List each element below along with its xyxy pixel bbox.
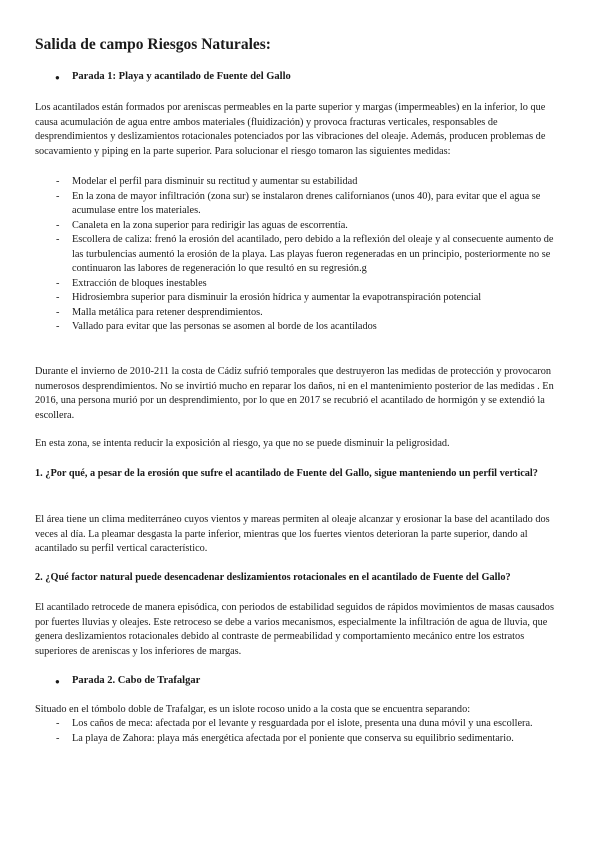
answer-1: El área tiene un clima mediterráneo cuyos vientos y mareas permiten al oleaje alcanzar y erosionar la base del acantilado dos veces al día. La pleamar desgasta la parte inferior, mientras que los fuertes vientos deterioran la parte superior, dando al acantilado su perfil vertical característico. bbox=[35, 514, 550, 554]
list-item: - Escollera de caliza: frenó la erosión del acantilado, pero debido a la reflexión del oleaje y al consecuente aumento de las turbulencias aumentó la erosión de la playa. Las playas fueron regeneradas en un principio, posteriormente no se continuaron las labores de regeneración lo que resultó en su regresión.g bbox=[56, 234, 554, 274]
stop2-heading bbox=[55, 675, 200, 688]
list-item: - La playa de Zahora: playa más energética afectada por el poniente que conserva su equilibrio sedimentario. bbox=[56, 732, 514, 744]
question-2: 2. ¿Qué factor natural puede desencadenar deslizamientos rotacionales en el acantilado de Fuente del Gallo? bbox=[35, 572, 511, 583]
list-item: - Malla metálica para retener desprendimientos. bbox=[56, 306, 263, 318]
list-item: - Canaleta en la zona superior para redirigir las aguas de escorrentía. bbox=[56, 219, 348, 231]
winter-paragraph: Durante el invierno de 2010-211 la costa de Cádiz sufrió temporales que destruyeron las medidas de protección y provocaron numerosos desprendimientos. No se invirtió mucho en reparar los daños, ni en el mantenimiento posterior de las medidas . En 2016, una persona murió por un desprendimiento, por lo que en 2017 se recubrió el acantilado de hormigón y se extendió la escollera. bbox=[35, 366, 554, 421]
exposure-paragraph: En esta zona, se intenta reducir la exposición al riesgo, ya que no se puede disminuir la peligrosidad. bbox=[35, 438, 450, 449]
stop1-heading bbox=[55, 71, 291, 84]
list-item: - Hidrosiembra superior para disminuir la erosión hídrica y aumentar la evapotranspiración potencial bbox=[56, 292, 482, 303]
list-item: - Vallado para evitar que las personas se asomen al borde de los acantilados bbox=[56, 321, 377, 332]
measures-list bbox=[35, 175, 565, 335]
stop2-heading-text: Parada 2. Cabo de Trafalgar bbox=[72, 675, 201, 686]
bullet-icon: ● bbox=[55, 677, 60, 686]
document-title: Salida de campo Riesgos Naturales: bbox=[35, 36, 271, 53]
list-item: - En la zona de mayor infiltración (zona sur) se instalaron drenes californianos (unos 40), para evitar que el agua se acumulase entre los materiales. bbox=[56, 190, 541, 216]
answer-2: El acantilado retrocede de manera episódica, con periodos de estabilidad seguidos de rápidos movimientos de masas causados por fuertes lluvias y oleajes. Este retroceso se debe a varios mecanismos, especialmente la infiltración de agua de lluvia, que genera deslizamientos rotacionales debido al contraste de permeabilidad y comportamiento mecánico entre los estratos superiores de areniscas y los inferiores de margas. bbox=[35, 602, 554, 657]
question-1: 1. ¿Por qué, a pesar de la erosión que sufre el acantilado de Fuente del Gallo, sigue manteniendo un perfil vertical? bbox=[35, 468, 538, 479]
list-item: - Los caños de meca: afectada por el levante y resguardada por el islote, presenta una duna móvil y una escollera. bbox=[56, 718, 533, 729]
stop2-intro: Situado en el tómbolo doble de Trafalgar, es un islote rocoso unido a la costa que se encuentra separando: bbox=[35, 704, 471, 715]
stop1-heading-text: Parada 1: Playa y acantilado de Fuente del Gallo bbox=[72, 71, 291, 82]
bullet-icon: ● bbox=[55, 73, 60, 82]
stop2-list bbox=[35, 717, 565, 746]
stop1-intro: Los acantilados están formados por areniscas permeables en la parte superior y margas (impermeables) en la inferior, lo que causa acumulación de agua entre ambos materiales (fluidización) y provoca fracturas verticales, responsables de desprendimientos y deslizamientos rotacionales potenciados por las vibraciones del oleaje. Además, producen problemas de socavamiento y piping en la parte superior. Para solucionar el riesgo tomaron las siguientes medidas: bbox=[35, 102, 546, 157]
list-item: - Extracción de bloques inestables bbox=[56, 277, 207, 289]
list-item: - Modelar el perfil para disminuir su rectitud y aumentar su estabilidad bbox=[56, 176, 358, 187]
